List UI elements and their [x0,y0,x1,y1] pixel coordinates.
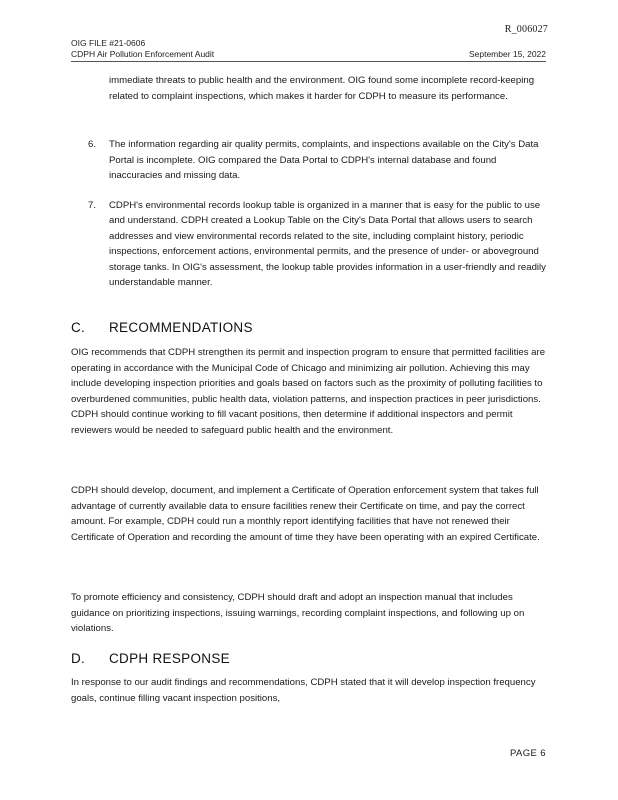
finding-item-7 [88,198,547,291]
recommendations-paragraph-2: CDPH should develop, document, and implement a Certificate of Operation enforcement system that takes full advantage of currently available data to ensure facilities renew their Certificate on time, and pay the correct amount. For example, CDPH could run a monthly report identifying facilities that have not renewed their Certificate of Operation and recording the amount of time they have been operating with an expired Certificate. [71,485,540,543]
recommendations-paragraph-1: OIG recommends that CDPH strengthen its permit and inspection program to ensure that permitted facilities are operating in accordance with the Municipal Code of Chicago and minimizing air pollution. Achieving this may include developing inspection priorities and goals based on factors such as the proximity of polluting facilities to overburdened communities, public health data, violation patterns, and inspection practices in peer jurisdictions. CDPH should continue working to fill vacant positions, then determine if additional inspectors and permit reviewers would be needed to safeguard public health and the environment. [71,347,546,436]
running-header-left [71,38,214,60]
response-paragraph-1: In response to our audit findings and recommendations, CDPH stated that it will develop inspection frequency goals, continue filling vacant inspection positions, [71,677,536,704]
finding-text: CDPH's environmental records lookup table is organized in a manner that is easy for the public to use and understand. CDPH created a Lookup Table on the City's Data Portal that allows users to search addresses and view environmental records related to the site, including complaint history, periodic inspections, enforcement actions, environmental permits, and the presence of under- or aboveground storage tanks. In OIG's assessment, the lookup table provides information in a user-friendly and readily understandable manner. [109,199,546,288]
header-date: September 15, 2022 [468,49,546,59]
cdph-response-heading [71,651,230,666]
page-number: PAGE 6 [509,748,546,759]
finding-item-6 [88,137,547,184]
header-divider [71,61,546,62]
section-letter: D. [71,651,86,666]
section-letter: C. [71,320,86,335]
finding-number: 7. [88,199,97,211]
section-title: CDPH RESPONSE [109,651,230,666]
finding-5-continued: immediate threats to public health and the environment. OIG found some incomplete record-keeping related to complaint inspections, which makes it harder for CDPH to measure its performance. [109,75,535,102]
finding-number: 6. [88,139,97,150]
header-report-title: CDPH Air Pollution Enforcement Audit [71,49,215,59]
recommendations-paragraph-3: To promote efficiency and consistency, CDPH should draft and adopt an inspection manual that includes guidance on prioritizing inspections, issuing warnings, recording complaint inspections, and following up on violations. [71,592,525,634]
section-title: RECOMMENDATIONS [109,320,253,335]
header-file-number: OIG FILE #21-0606 [71,38,146,48]
bates-number: R_006027 [504,24,548,35]
recommendations-heading [71,320,253,335]
findings-list [88,137,547,305]
finding-text: The information regarding air quality permits, complaints, and inspections available on the City's Data Portal is incomplete. OIG compared the Data Portal to CDPH's internal database and found inaccuracies and missing data. [109,139,539,181]
